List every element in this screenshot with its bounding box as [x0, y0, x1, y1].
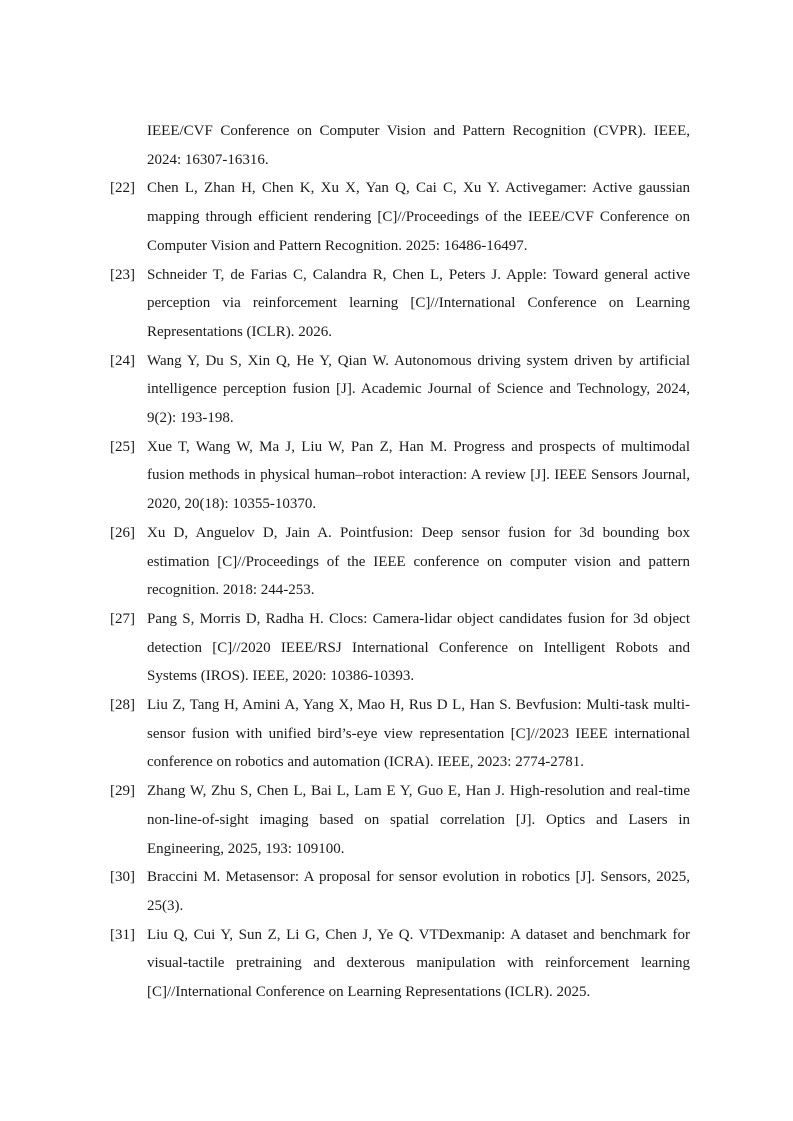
reference-continuation [104, 117, 690, 174]
reference-text: IEEE/CVF Conference on Computer Vision and Pattern Recognition (CVPR). IEEE, 2024: 16307-16316. [147, 123, 690, 168]
reference-text: Wang Y, Du S, Xin Q, He Y, Qian W. Autonomous driving system driven by artificial intelligence perception fusion [J]. Academic Journal of Science and Technology, 2024, 9(2): 193-198. [147, 352, 690, 427]
reference-number: [30] [110, 869, 135, 886]
reference-number: [22] [110, 180, 135, 197]
reference-item [104, 519, 690, 605]
reference-number: [24] [110, 352, 135, 369]
reference-text: Liu Q, Cui Y, Sun Z, Li G, Chen J, Ye Q. VTDexmanip: A dataset and benchmark for visual-tactile pretraining and dexterous manipulation with reinforcement learning [C]//International Conference on Learning Representations (ICLR). 2025. [147, 926, 690, 1001]
reference-item [104, 433, 690, 519]
reference-number: [27] [110, 610, 135, 627]
reference-number: [31] [110, 926, 135, 943]
reference-text: Chen L, Zhan H, Chen K, Xu X, Yan Q, Cai C, Xu Y. Activegamer: Active gaussian mapping through efficient rendering [C]//Proceedings of the IEEE/CVF Conference on Computer Vision and Pattern Recognition. 2025: 16486-16497. [147, 180, 690, 254]
reference-text: Zhang W, Zhu S, Chen L, Bai L, Lam E Y, Guo E, Han J. High-resolution and real-time non-line-of-sight imaging based on spatial correlation [J]. Optics and Lasers in Engineering, 2025, 193: 109100. [147, 783, 690, 857]
reference-number: [23] [110, 266, 135, 283]
reference-item [104, 605, 690, 691]
reference-item [104, 691, 690, 777]
reference-text: Schneider T, de Farias C, Calandra R, Chen L, Peters J. Apple: Toward general active perception via reinforcement learning [C]//International Conference on Learning Representations (ICLR). 2026. [147, 266, 690, 340]
reference-number: [25] [110, 438, 135, 455]
reference-text: Pang S, Morris D, Radha H. Clocs: Camera-lidar object candidates fusion for 3d object detection [C]//2020 IEEE/RSJ International Conference on Intelligent Robots and Systems (IROS). IEEE, 2020: 10386-10393. [147, 610, 690, 685]
reference-number: [26] [110, 524, 135, 541]
reference-text: Xue T, Wang W, Ma J, Liu W, Pan Z, Han M. Progress and prospects of multimodal fusion methods in physical human–robot interaction: A review [J]. IEEE Sensors Journal, 2020, 20(18): 10355-10370. [147, 438, 690, 513]
reference-item [104, 921, 690, 1007]
reference-text: Liu Z, Tang H, Amini A, Yang X, Mao H, Rus D L, Han S. Bevfusion: Multi-task multi-sensor fusion with unified bird’s-eye view representation [C]//2023 IEEE international conference on robotics and automation (ICRA). IEEE, 2023: 2774-2781. [147, 697, 690, 771]
reference-item [104, 174, 690, 260]
reference-item [104, 777, 690, 863]
reference-item [104, 863, 690, 920]
reference-item [104, 261, 690, 347]
reference-item [104, 347, 690, 433]
reference-list [104, 117, 690, 1007]
reference-number: [28] [110, 697, 135, 714]
reference-text: Xu D, Anguelov D, Jain A. Pointfusion: Deep sensor fusion for 3d bounding box estimation [C]//Proceedings of the IEEE conference on computer vision and pattern recognition. 2018: 244-253. [147, 524, 690, 599]
reference-number: [29] [110, 783, 135, 800]
reference-text: Braccini M. Metasensor: A proposal for sensor evolution in robotics [J]. Sensors, 2025, 25(3). [147, 869, 690, 914]
